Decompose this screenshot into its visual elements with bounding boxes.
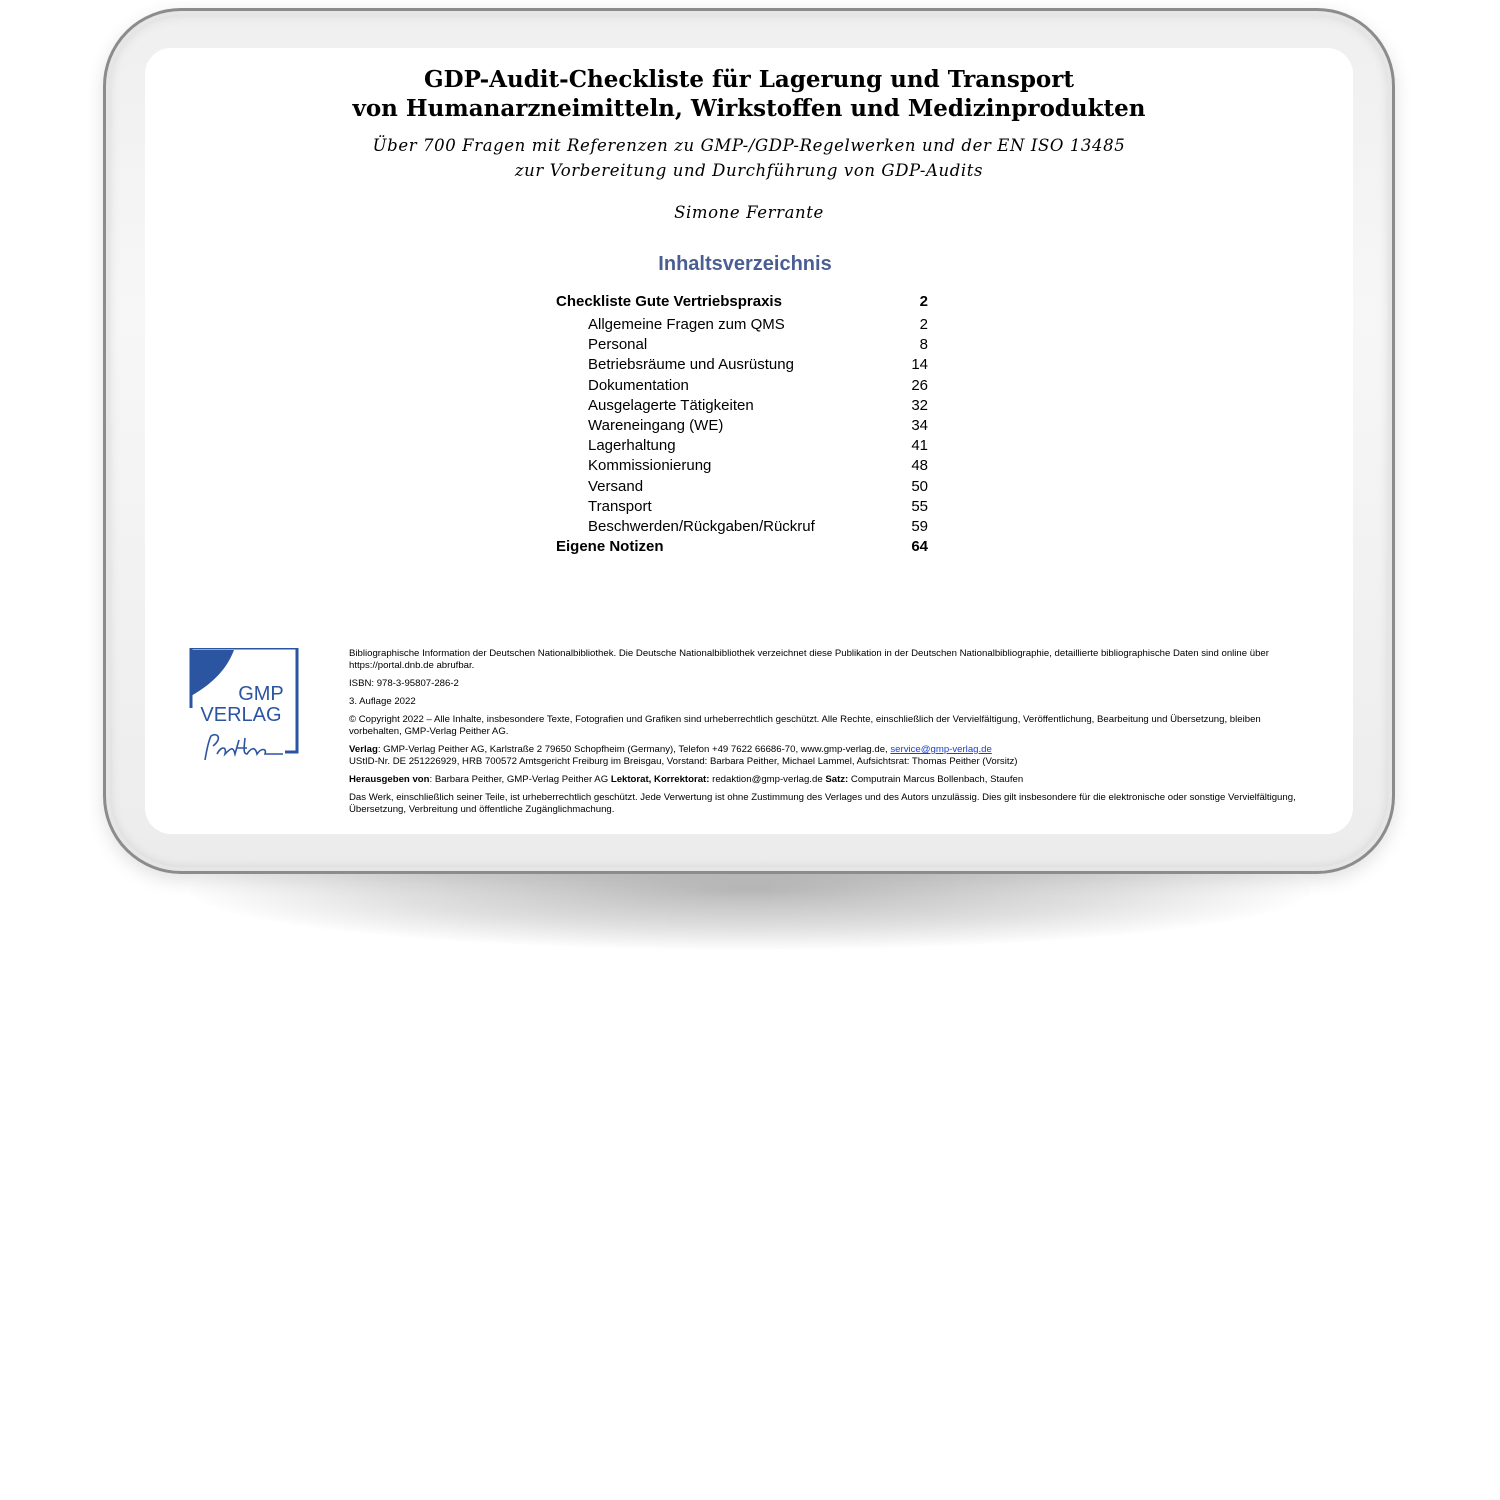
toc-entry-label: Lagerhaltung xyxy=(588,437,676,455)
toc-entry-page: 50 xyxy=(911,477,928,495)
toc-entry-label: Checkliste Gute Vertriebspraxis xyxy=(556,293,782,310)
lektorat-label: Lektorat, Korrektorat: xyxy=(610,774,710,785)
toc-entry-label: Eigene Notizen xyxy=(556,538,664,556)
imprint-edition: 3. Auflage 2022 xyxy=(349,696,416,707)
imprint-isbn: ISBN: 978-3-95807-286-2 xyxy=(349,678,459,689)
toc-entry-label: Ausgelagerte Tätigkeiten xyxy=(588,396,754,414)
lektorat-text: redaktion@gmp-verlag.de xyxy=(709,774,826,785)
document-page xyxy=(145,48,1353,834)
toc-entry-page: 2 xyxy=(919,316,928,333)
toc-entry-eigene-notizen[interactable] xyxy=(556,537,928,557)
logo-text-gmp: GMP xyxy=(238,683,284,705)
imprint-ust: UStID-Nr. DE 251226929, HRB 700572 Amtsgericht Freiburg im Breisgau, Vorstand: Barbara Peither, Michael Lammel, Aufsichtsrat: Thomas Peither (Vorsitz) xyxy=(349,756,1018,767)
logo-text-verlag: VERLAG xyxy=(200,704,282,726)
toc-entry-page: 59 xyxy=(911,517,928,535)
toc-entry-betriebsraeume[interactable] xyxy=(556,355,928,375)
toc-heading: Inhaltsverzeichnis xyxy=(658,253,832,275)
toc-entry-page: 8 xyxy=(919,336,928,354)
satz-text: Computrain Marcus Bollenbach, Staufen xyxy=(848,774,1024,785)
toc-entry-page: 32 xyxy=(911,396,928,414)
gmp-verlag-logo xyxy=(187,648,299,762)
title-line-2: von Humanarzneimitteln, Wirkstoffen und Medizinprodukten xyxy=(352,95,1146,122)
toc-entry-label: Betriebsräume und Ausrüstung xyxy=(588,356,794,374)
toc-entry-wareneingang[interactable] xyxy=(556,416,928,436)
satz-label: Satz: xyxy=(825,774,849,785)
toc-entry-ausgelagerte-taetigkeiten[interactable] xyxy=(556,396,928,416)
toc-entry-page: 34 xyxy=(911,416,928,434)
toc-entry-label: Personal xyxy=(588,336,648,354)
toc-entry-allgemeine-fragen[interactable] xyxy=(556,315,928,335)
toc-entry-label: Versand xyxy=(588,477,644,495)
toc-entry-label: Kommissionierung xyxy=(588,457,712,475)
author-name: Simone Ferrante xyxy=(674,203,824,222)
document-subtitle xyxy=(145,133,1353,183)
subtitle-line-1: Über 700 Fragen mit Referenzen zu GMP-/GDP-Regelwerken und der EN ISO 13485 xyxy=(372,136,1126,155)
toc-entry-page: 26 xyxy=(911,376,928,394)
toc-entry-personal[interactable] xyxy=(556,335,928,355)
toc-entry-kommissionierung[interactable] xyxy=(556,456,928,476)
verlag-label: Verlag xyxy=(349,744,378,755)
service-email-link[interactable]: service@gmp-verlag.de xyxy=(890,744,992,755)
hrsg-text: : Barbara Peither, GMP-Verlag Peither AG xyxy=(429,774,611,785)
verlag-text: : GMP-Verlag Peither AG, Karlstraße 2 79650 Schopfheim (Germany), Telefon +49 7622 66686-70, www.gmp-verlag.de, xyxy=(377,744,891,755)
toc-entry-label: Beschwerden/Rückgaben/Rückruf xyxy=(588,517,815,535)
imprint-copyright: © Copyright 2022 – Alle Inhalte, insbesondere Texte, Fotografien und Grafiken sind urheberrechtlich geschützt. Alle Rechte, einschließlich der Vervielfältigung, Veröffentlichung, Bearbeitung und Übersetzung, bleiben vorbehalten, GMP-Verlag Peither AG. xyxy=(349,714,1261,737)
toc-entry-label: Wareneingang (WE) xyxy=(588,416,724,434)
imprint-werk: Das Werk, einschließlich seiner Teile, ist urheberrechtlich geschützt. Jede Verwertung ist ohne Zustimmung des Verlages und des Autors unzulässig. Dies gilt insbesondere für die elektronische oder sonstige Vervielfältigung, Übersetzung, Verbreitung und öffentliche Zugänglichmachung. xyxy=(349,792,1296,815)
toc-entry-page: 55 xyxy=(911,497,928,515)
document-title xyxy=(145,65,1353,123)
toc-entry-beschwerden[interactable] xyxy=(556,517,928,537)
toc-entry-page: 2 xyxy=(919,293,928,310)
toc-entry-page: 64 xyxy=(911,538,928,556)
toc-entry-label: Allgemeine Fragen zum QMS xyxy=(588,316,785,333)
signature-icon xyxy=(205,735,283,760)
toc-entry-lagerhaltung[interactable] xyxy=(556,436,928,456)
toc-entry-page: 48 xyxy=(911,457,928,475)
toc-entry-versand[interactable] xyxy=(556,477,928,497)
imprint-block xyxy=(349,648,1309,822)
imprint-verlag xyxy=(349,744,1309,768)
toc-entry-page: 14 xyxy=(911,356,928,374)
imprint-biblio: Bibliographische Information der Deutschen Nationalbibliothek. Die Deutsche Nationalbibliothek verzeichnet diese Publikation in der Deutschen Nationalbibliographie, detaillierte bibliographische Daten sind online über https://portal.dnb.de abrufbar. xyxy=(349,648,1269,671)
toc-entry-checkliste[interactable] xyxy=(556,292,928,315)
toc-entry-page: 41 xyxy=(911,437,928,455)
toc-entry-dokumentation[interactable] xyxy=(556,376,928,396)
table-of-contents xyxy=(556,292,928,557)
subtitle-line-2: zur Vorbereitung und Durchführung von GDP-Audits xyxy=(514,161,984,180)
toc-entry-transport[interactable] xyxy=(556,497,928,517)
toc-entry-label: Transport xyxy=(588,497,652,515)
toc-entry-label: Dokumentation xyxy=(588,376,689,394)
imprint-herausgeber xyxy=(349,774,1309,786)
hrsg-label: Herausgeben von xyxy=(349,774,430,785)
title-line-1: GDP-Audit-Checkliste für Lagerung und Transport xyxy=(423,66,1075,93)
